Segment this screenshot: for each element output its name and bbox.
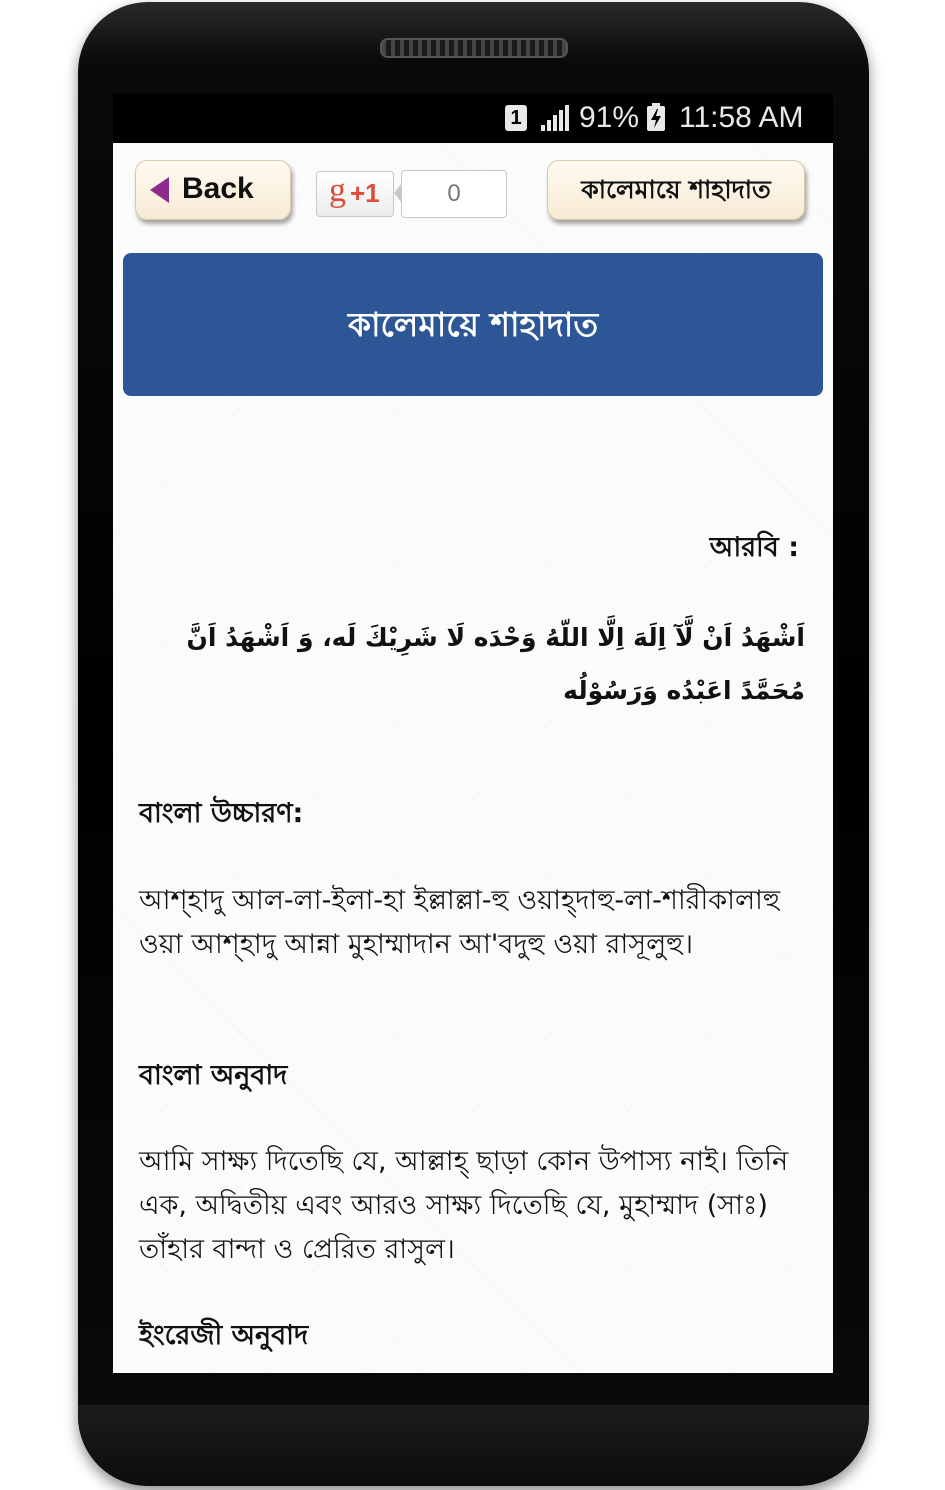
clock: 11:58 AM: [679, 101, 804, 134]
screen: [113, 93, 833, 1373]
back-button[interactable]: [135, 160, 291, 220]
plus-one-label: +1: [350, 178, 380, 208]
phone-chin: [78, 1405, 869, 1486]
google-plus-icon: g: [329, 172, 346, 209]
english-heading: ইংরেজী অনুবাদ: [139, 1320, 309, 1351]
signal-icon: [541, 105, 571, 131]
battery-charging-icon: [647, 103, 665, 131]
translation-heading: বাংলা অনুবাদ: [139, 1060, 288, 1091]
arabic-text: اَشْهَدُ اَنْ لَّآ اِلَهَ اِلَّا اللّهُ وَحْدَه لَا شَرِيْكَ لَه، وَ اَشْهَدُ اَنَّ مُحَمَّدً اعَبْدُه وَرَسُوْلُه: [186, 623, 805, 705]
translation-text: আমি সাক্ষ্য দিতেছি যে, আল্লাহ্ ছাড়া কোন উপাস্য নাই। তিনি এক, অদ্বিতীয় এবং আরও সাক্ষ্য দিতেছি যে, মুহাম্মাদ (সাঃ) তাঁহার বান্দা ও প্রেরিত রাসুল।: [139, 1146, 789, 1265]
app-content: [113, 143, 833, 1373]
page-title-banner: কালেমায়ে শাহাদাত: [123, 253, 823, 396]
pronunciation-heading: বাংলা উচ্চারণ:: [139, 798, 304, 829]
pronunciation-text: আশ্হাদু আল-লা-ইলা-হা ইল্লাল্লা-হু ওয়াহ্দাহু-লা-শারীকালাহু ওয়া আশ্হাদু আন্না মুহাম্মাদান আ'বদুহু ওয়া রাসূলুহু।: [139, 885, 781, 960]
plus-one-count: 0: [401, 170, 507, 218]
status-bar: [113, 93, 833, 143]
arabic-heading: আরবি :: [709, 532, 799, 563]
back-button-label: Back: [182, 172, 254, 205]
sim-icon: 1: [505, 105, 527, 131]
google-plus-one-button[interactable]: [316, 171, 394, 217]
title-button[interactable]: কালেমায়ে শাহাদাত: [547, 160, 805, 220]
back-arrow-icon: [150, 177, 169, 203]
speaker-grille: [380, 38, 568, 58]
battery-percent: 91%: [579, 101, 640, 134]
